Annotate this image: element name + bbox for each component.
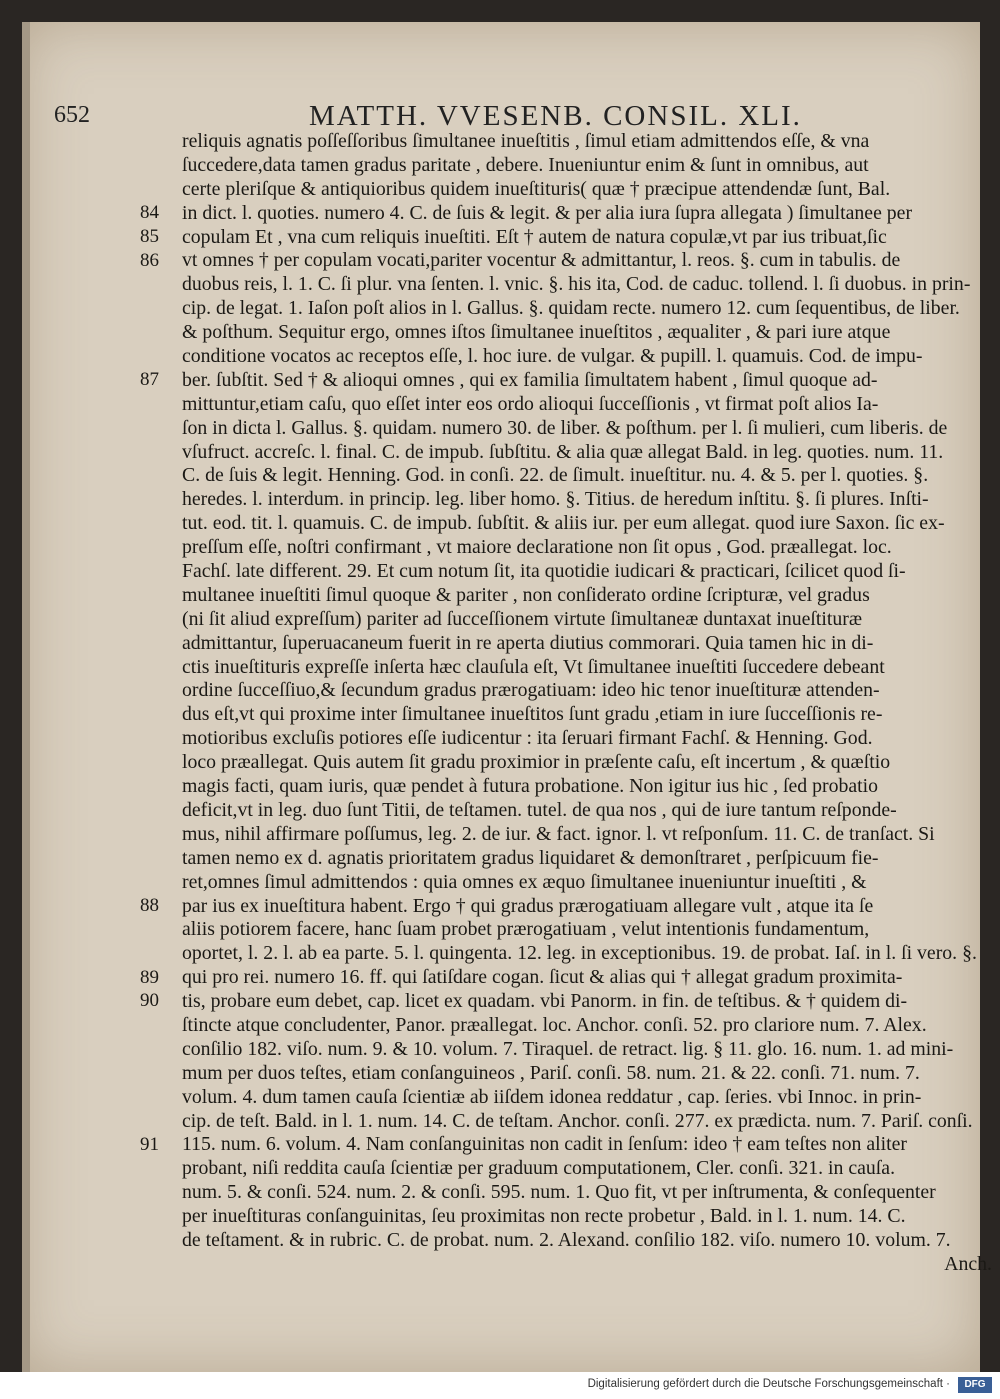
text-line: 115. num. 6. volum. 4. Nam conſanguinitas non cadit in ſenſum: ideo † eam teſtes non aliter [182, 1133, 907, 1156]
text-line: multanee inueſtiti ſimul quoque & pariter , non conſiderato ordine ſcripturæ, vel gradus [182, 583, 870, 606]
text-line: ſtincte atque concludenter, Panor. præallegat. loc. Anchor. conſi. 52. pro clariore num. 7. Alex. [182, 1013, 927, 1036]
text-line: ber. ſubſtit. Sed † & alioqui omnes , qui ex familia ſimultatem habent , ſimul quoque ad- [182, 368, 878, 391]
margin-number: 86 [140, 249, 159, 271]
text-line: Fachſ. late different. 29. Et cum notum ſit, ita quotidie iudicari & practicari, ſcilicet quod ſi- [182, 560, 906, 583]
text-line: & poſthum. Sequitur ergo, omnes iſtos ſimultanee inueſtitos , æqualiter , & pari iure atque [182, 321, 891, 344]
text-line: qui pro rei. numero 16. ff. qui ſatiſdare cogan. ſicut & alias qui † allegat gradum proximita- [182, 966, 903, 989]
text-line: volum. 4. dum tamen cauſa ſcientiæ ab iiſdem idonea reddatur , cap. ſeries. vbi Innoc. in prin- [182, 1085, 922, 1108]
text-line: par ius ex inueſtitura habent. Ergo † qui gradus prærogatiuam allegare vult , atque ita ſe [182, 894, 874, 917]
text-line: per inueſtituras conſanguinitas, ſeu proximitas non recte probetur , Bald. in l. 1. num. 14. C. [182, 1205, 906, 1228]
page-number: 652 [54, 102, 90, 128]
text-line: vt omnes † per copulam vocati,pariter vocentur & admittantur, l. reos. §. cum in tabulis. de [182, 249, 901, 272]
text-line: in dict. l. quoties. numero 4. C. de ſuis & legit. & per alia iura ſupra allegata ) ſimultanee per [182, 201, 913, 224]
text-line: motioribus excluſis potiores eſſe iudicentur : ita ſeruari firmant Fachſ. & Henning. God. [182, 727, 873, 750]
text-line: dus eſt,vt qui proxime inter ſimultanee inueſtitos ſunt gradu ,etiam in iure ſucceſſionis re- [182, 703, 883, 726]
margin-number: 88 [140, 894, 159, 916]
dfg-logo: DFG [958, 1377, 992, 1393]
text-line: deficit,vt in leg. duo ſunt Titii, de teſtamen. tutel. de qua nos , qui de iure tantum reſponde- [182, 798, 897, 821]
text-line: tamen nemo ex d. agnatis prioritatem gradus liquidaret & demonſtraret , perſpicuum fie- [182, 846, 879, 869]
text-line: conditione vocatos ac receptos eſſe, l. hoc iure. de vulgar. & pupill. l. quamuis. Cod. de impu- [182, 345, 923, 368]
text-line: mus, nihil affirmare poſſumus, leg. 2. de iur. & fact. ignor. l. vt reſponſum. 11. C. de tranſact. Si [182, 822, 935, 845]
text-line: tut. eod. tit. l. quamuis. C. de impub. ſubſtit. & aliis iur. per eum allegat. quod iure Saxon. ſic ex- [182, 512, 945, 535]
text-line: admittantur, ſuperuacaneum fuerit in re aperta diutius commorari. Quia tamen hic in di- [182, 631, 874, 654]
footer-credit: Digitalisierung gefördert durch die Deutsche Forschungsgemeinschaft · [587, 1378, 950, 1390]
page-header [54, 98, 954, 134]
margin-number: 87 [140, 369, 159, 390]
margin-number: 85 [140, 225, 159, 247]
text-line: Anch. [944, 1252, 992, 1275]
digitization-footer [0, 1372, 1000, 1399]
running-head: MATTH. VVESENB. CONSIL. XLI. [309, 100, 802, 132]
text-line: (ni ſit aliud expreſſum) pariter ad ſucceſſionem virtute ſimultaneæ duntaxat inueſtituræ [182, 607, 863, 630]
text-line: ſon in dicta l. Gallus. §. quidam. numero 30. de liber. & poſthum. per l. ſi mulieri, cum liberis. de [182, 416, 948, 439]
text-line: copulam Et , vna cum reliquis inueſtiti. Eſt † autem de natura copulæ,vt par ius tribuat,ſic [182, 225, 887, 248]
text-line: oportet, l. 2. l. ab ea parte. 5. l. quingenta. 12. leg. in exceptionibus. 19. de probat. Iaſ. in l. ſi vero. §. [182, 942, 977, 965]
text-line: vſufruct. accreſc. l. final. C. de impub. ſubſtitu. & alia quæ allegat Bald. in leg. quoties. num. 11. [182, 440, 944, 463]
text-line: ret,omnes ſimul admittendos : quia omnes ex æquo ſimultanee inueniuntur inueſtiti , & [182, 870, 867, 893]
margin-number: 84 [140, 201, 159, 223]
text-line: C. de ſuis & legit. Henning. God. in conſi. 22. de ſimult. inueſtitur. nu. 4. & 5. per l. quoties. §. [182, 464, 929, 487]
text-line: cip. de legat. 1. Iaſon poſt alios in l. Gallus. §. quidam recte. numero 12. cum ſequentibus, de liber. [182, 297, 960, 320]
margin-number: 89 [140, 966, 159, 988]
text-line: preſſum eſſe, noſtri confirmant , vt maiore declaratione non ſit opus , God. præallegat. loc. [182, 536, 892, 559]
text-line: conſilio 182. viſo. num. 9. & 10. volum. 7. Tiraquel. de retract. lig. § 11. glo. 16. num. 1. ad mini- [182, 1037, 954, 1060]
text-line: num. 5. & conſi. 524. num. 2. & conſi. 595. num. 1. Quo fit, vt per inſtrumenta, & conſequenter [182, 1181, 936, 1204]
text-line: heredes. l. interdum. in princip. leg. liber homo. §. Titius. de heredum inſtitu. §. ſi plures. Inſti- [182, 488, 929, 511]
text-line: mum per duos teſtes, etiam conſanguineos , Pariſ. conſi. 58. num. 21. & 22. conſi. 71. num. 7. [182, 1061, 920, 1084]
margin-number: 90 [140, 990, 159, 1012]
text-line: reliquis agnatis poſſeſſoribus ſimultanee inueſtitis , ſimul etiam admittendos eſſe, & vna [182, 130, 870, 152]
text-line: probant, niſi reddita cauſa ſcientiæ per graduum computationem, Cler. conſi. 321. in cauſa. [182, 1157, 896, 1180]
text-line: loco præallegat. Quis autem ſit gradu proximior in præſente caſu, eſt incertum , & quæſtio [182, 751, 891, 774]
text-line: cip. de teſt. Bald. in l. 1. num. 14. C. de teſtam. Anchor. conſi. 277. ex prædicta. num. 7. Pariſ. conſi. [182, 1109, 973, 1132]
text-line: ordine ſucceſſiuo,& ſecundum gradus prærogatiuam: ideo hic tenor inueſtituræ attenden- [182, 679, 880, 702]
text-line: magis facti, quam iuris, quæ pendet à futura probatione. Non igitur ius hic , ſed probatio [182, 775, 879, 798]
text-line: certe pleriſque & antiquioribus quidem inueſtituris( quæ † præcipue attendendæ ſunt, Bal. [182, 177, 891, 200]
text-line: tis, probare eum debet, cap. licet ex quadam. vbi Panorm. in fin. de teſtibus. & † quidem di- [182, 990, 908, 1013]
text-line: aliis potiorem facere, hanc ſuam probet prærogatiuam , velut intentionis fundamentum, [182, 918, 870, 941]
margin-number: 91 [140, 1133, 159, 1155]
text-line: mittuntur,etiam caſu, quo eſſet inter eos ordo alioqui ſucceſſionis , vt firmat poſt alios Ia- [182, 392, 879, 415]
body-text [182, 130, 992, 1277]
text-line: ctis inueſtituris expreſſe inſerta hæc clauſula eſt, Vt ſimultanee inueſtiti ſuccedere debeant [182, 655, 885, 678]
text-line: duobus reis, l. 1. C. ſi plur. vna ſenten. l. vnic. §. his ita, Cod. de caduc. tollend. l. ſi duobus. in prin- [182, 273, 971, 296]
book-page [22, 22, 992, 1372]
text-line: ſuccedere,data tamen gradus paritate , debere. Inueniuntur enim & ſunt in omnibus, aut [182, 153, 869, 176]
page-edge [22, 22, 30, 1372]
text-line: de teſtament. & in rubric. C. de probat. num. 2. Alexand. conſilio 182. viſo. numero 10. volum. 7. [182, 1228, 951, 1251]
